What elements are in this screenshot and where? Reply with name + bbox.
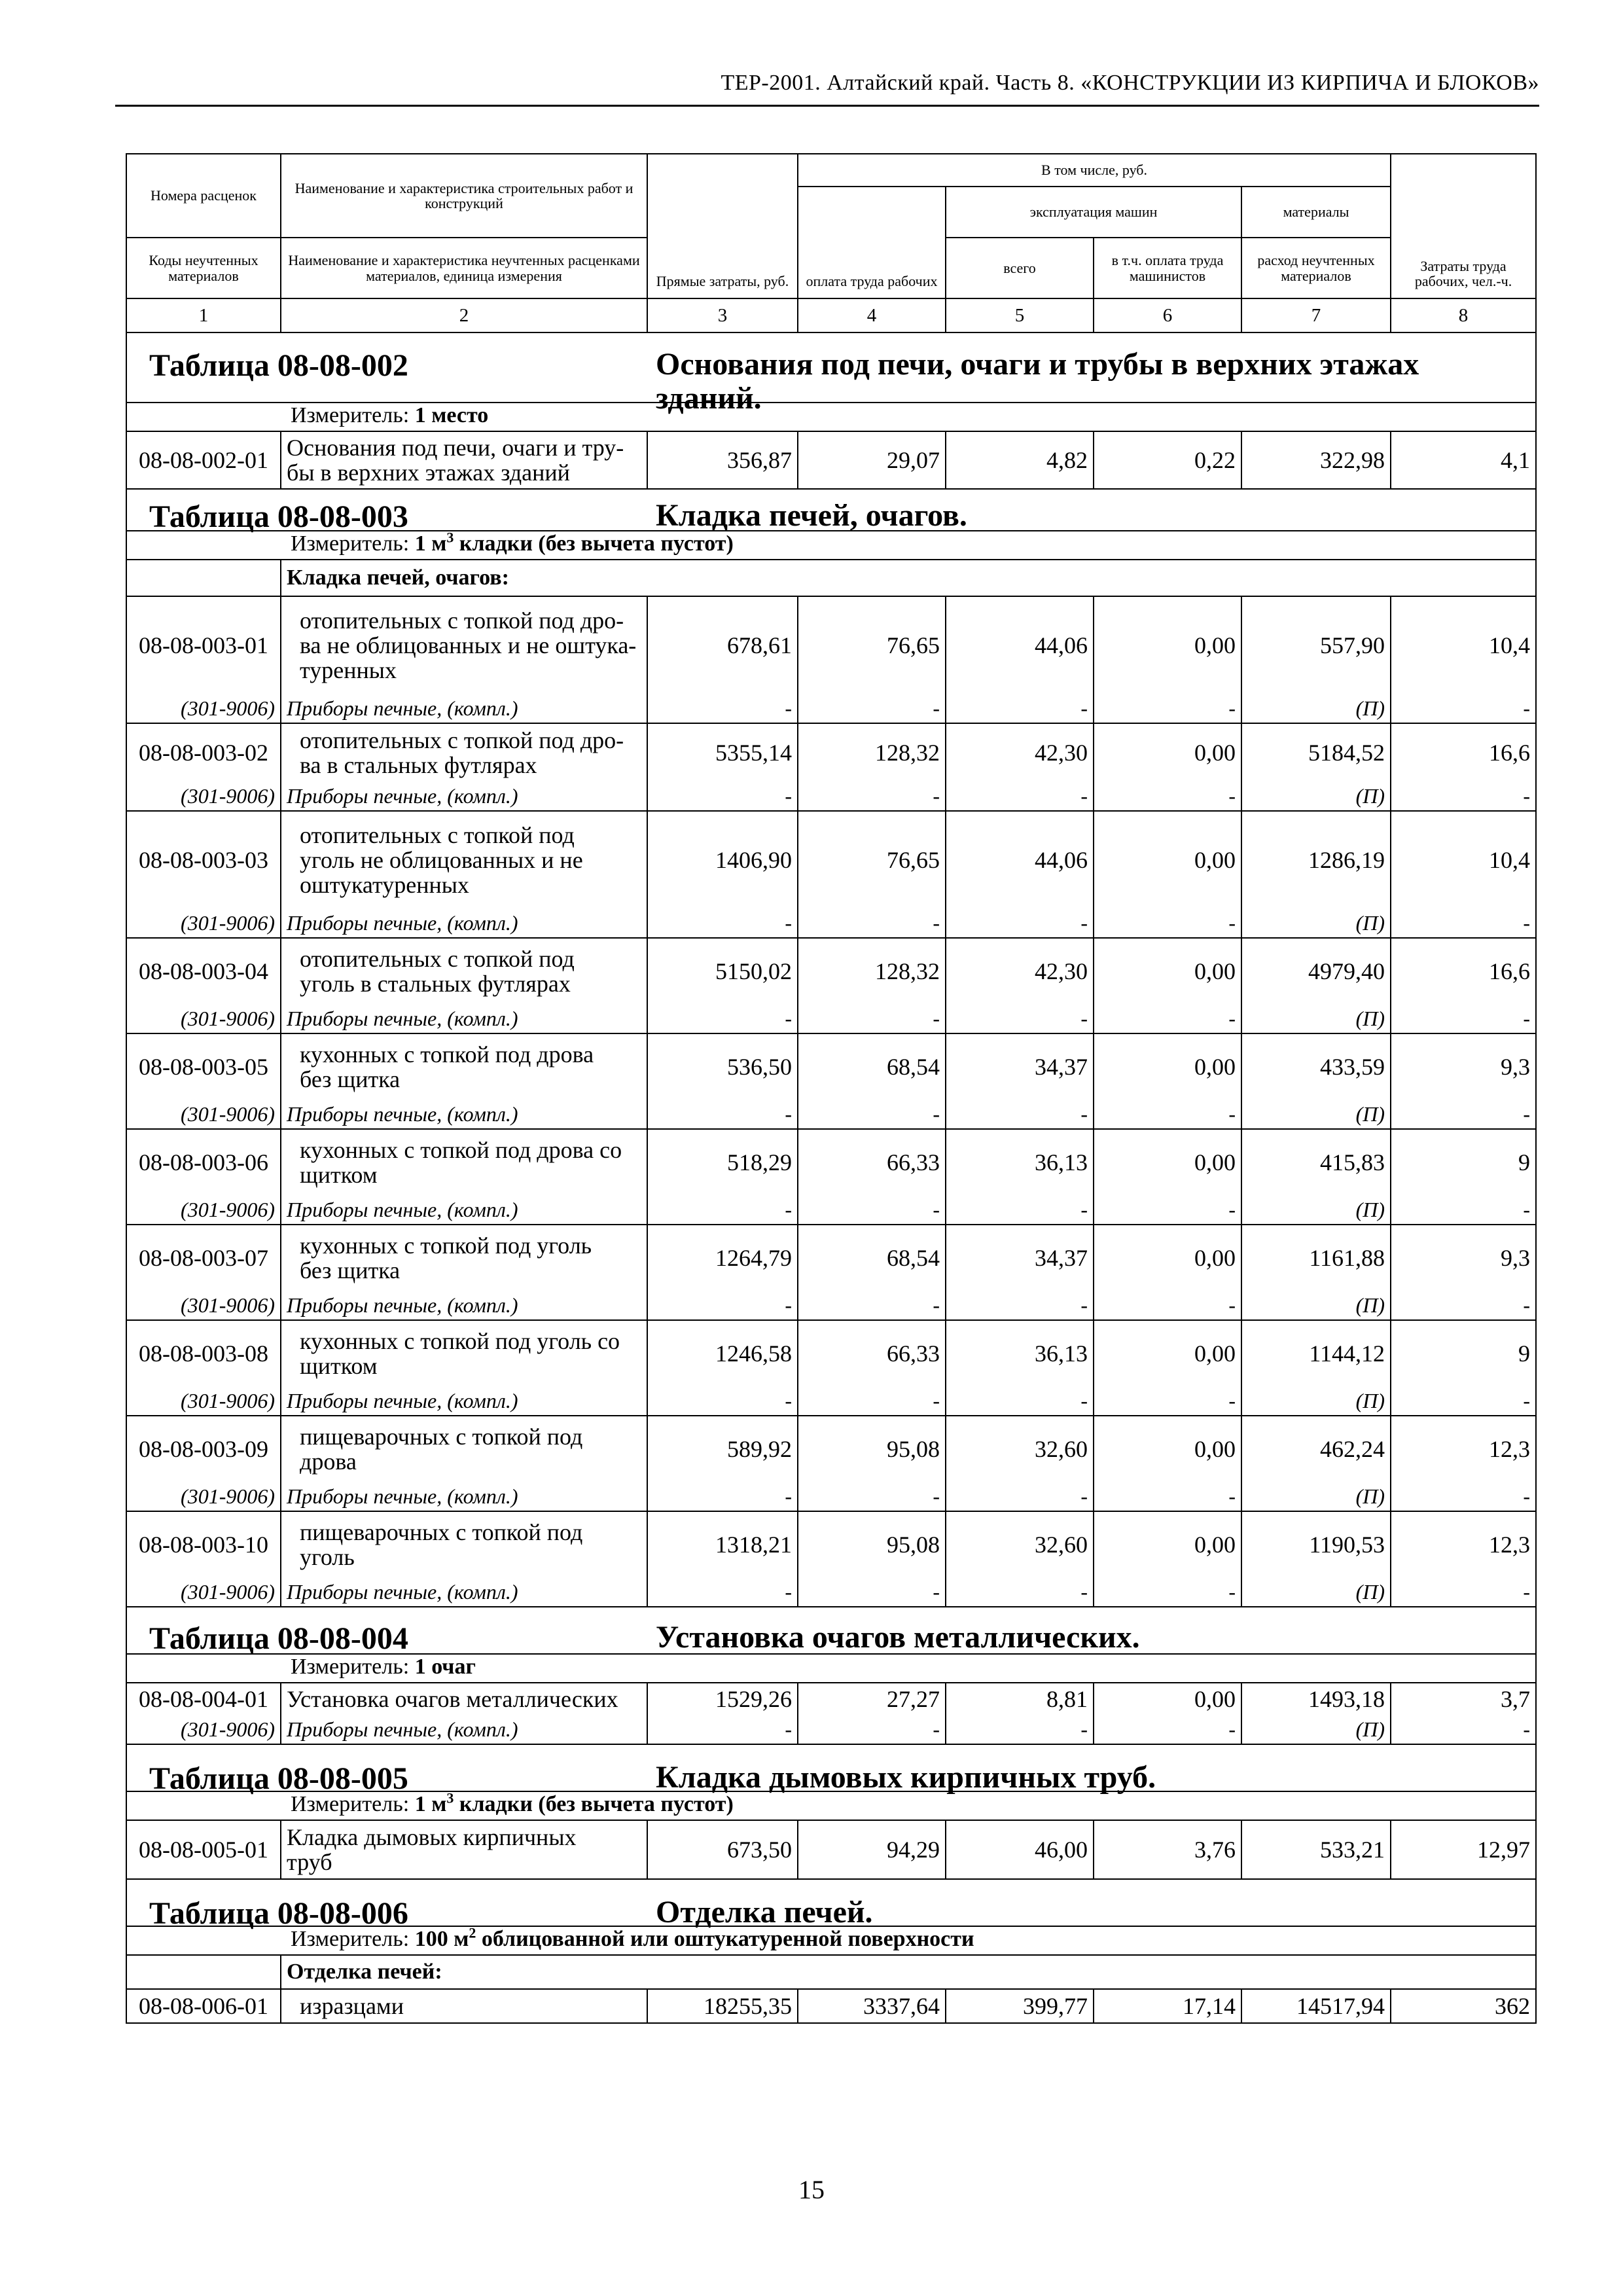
value-c5: 44,06 <box>946 811 1094 908</box>
value-c8: 9 <box>1391 1320 1536 1386</box>
material-name: Приборы печные, (компл.) <box>281 1715 647 1744</box>
value-c6: 0,22 <box>1094 431 1241 489</box>
rate-row <box>126 1820 1536 1879</box>
rate-row <box>126 1683 1536 1715</box>
rate-code: 08-08-003-10 <box>126 1511 281 1577</box>
value-c5: 36,13 <box>946 1129 1094 1195</box>
material-name: Приборы печные, (компл.) <box>281 694 647 723</box>
material-code: (301-9006) <box>126 1715 281 1744</box>
rate-code: 08-08-003-03 <box>126 811 281 908</box>
rate-row <box>126 596 1536 694</box>
material-code: (301-9006) <box>126 1577 281 1607</box>
table-id: Таблица 08-08-005 <box>149 1761 408 1796</box>
material-mark: (П) <box>1241 1291 1391 1320</box>
header-work-name: Наименование и характеристика строительных работ и конструкций <box>281 154 647 238</box>
rate-row <box>126 811 1536 908</box>
material-dash: - <box>798 1482 946 1511</box>
rate-row <box>126 723 1536 781</box>
material-mark: (П) <box>1241 1004 1391 1033</box>
material-dash: - <box>946 1291 1094 1320</box>
value-c3: 1318,21 <box>647 1511 798 1577</box>
value-c7: 14517,94 <box>1241 1989 1391 2023</box>
page-number: 15 <box>798 2175 825 2204</box>
rate-code: 08-08-003-01 <box>126 596 281 694</box>
rate-name: пищеварочных с топкой под дрова <box>281 1416 647 1482</box>
value-c5: 36,13 <box>946 1320 1094 1386</box>
value-c4: 66,33 <box>798 1129 946 1195</box>
subheading-row <box>126 1955 1536 1989</box>
material-dash: - <box>1094 1482 1241 1511</box>
material-dash: - <box>946 1482 1094 1511</box>
measure-row <box>126 403 1536 431</box>
measure-row <box>126 1791 1536 1820</box>
rate-row <box>126 1033 1536 1100</box>
measure-row <box>126 531 1536 560</box>
material-dash: - <box>798 908 946 938</box>
value-c4: 68,54 <box>798 1225 946 1291</box>
value-c5: 32,60 <box>946 1511 1094 1577</box>
subheading-row <box>126 560 1536 596</box>
material-dash: - <box>1391 1577 1536 1607</box>
material-dash: - <box>946 1715 1094 1744</box>
material-mark: (П) <box>1241 1715 1391 1744</box>
value-c8: 362 <box>1391 1989 1536 2023</box>
value-c7: 1161,88 <box>1241 1225 1391 1291</box>
column-number: 1 <box>126 298 281 332</box>
value-c3: 678,61 <box>647 596 798 694</box>
value-c8: 3,7 <box>1391 1683 1536 1715</box>
material-dash: - <box>798 781 946 811</box>
value-c6: 0,00 <box>1094 723 1241 781</box>
value-c5: 32,60 <box>946 1416 1094 1482</box>
material-dash: - <box>647 1482 798 1511</box>
value-c3: 673,50 <box>647 1820 798 1879</box>
value-c6: 0,00 <box>1094 1033 1241 1100</box>
value-c7: 1493,18 <box>1241 1683 1391 1715</box>
header-machines-total: всего <box>946 238 1094 298</box>
column-number: 2 <box>281 298 647 332</box>
column-number: 6 <box>1094 298 1241 332</box>
subheading: Кладка печей, очагов: <box>281 560 1536 596</box>
material-row <box>126 1715 1536 1744</box>
value-c7: 462,24 <box>1241 1416 1391 1482</box>
rate-code: 08-08-003-09 <box>126 1416 281 1482</box>
rates-table <box>126 153 1537 2024</box>
value-c6: 0,00 <box>1094 596 1241 694</box>
material-name: Приборы печные, (компл.) <box>281 1386 647 1416</box>
rate-row <box>126 1989 1536 2023</box>
value-c6: 0,00 <box>1094 811 1241 908</box>
measure-unit: Измеритель: 1 очаг <box>291 1655 476 1679</box>
material-dash: - <box>1094 1100 1241 1129</box>
value-c3: 589,92 <box>647 1416 798 1482</box>
measure-unit: Измеритель: 1 $м^3$ кладки (без вычета пустот) <box>291 1789 734 1816</box>
material-row <box>126 1004 1536 1033</box>
material-dash: - <box>1094 1715 1241 1744</box>
value-c3: 1264,79 <box>647 1225 798 1291</box>
table-section-header <box>126 332 1536 403</box>
column-number: 3 <box>647 298 798 332</box>
value-c4: 95,08 <box>798 1511 946 1577</box>
header-direct-costs: Прямые затраты, руб. <box>647 154 798 298</box>
material-code: (301-9006) <box>126 1004 281 1033</box>
value-c7: 533,21 <box>1241 1820 1391 1879</box>
material-code: (301-9006) <box>126 1291 281 1320</box>
header-material-codes: Коды неучтенных материалов <box>126 238 281 298</box>
material-dash: - <box>946 1004 1094 1033</box>
header-group: В том числе, руб. <box>798 154 1391 187</box>
value-c7: 4979,40 <box>1241 938 1391 1004</box>
material-dash: - <box>647 1100 798 1129</box>
material-row <box>126 908 1536 938</box>
material-mark: (П) <box>1241 781 1391 811</box>
material-dash: - <box>1391 1715 1536 1744</box>
rate-name: кухонных с топкой под уголь без щитка <box>281 1225 647 1291</box>
value-c8: 9,3 <box>1391 1225 1536 1291</box>
material-code: (301-9006) <box>126 1482 281 1511</box>
header-worker-pay: оплата труда рабочих <box>798 187 946 298</box>
header-rate-numbers: Номера расценок <box>126 154 281 238</box>
material-row <box>126 1482 1536 1511</box>
value-c5: 399,77 <box>946 1989 1094 2023</box>
table-section-header <box>126 1879 1536 1926</box>
material-dash: - <box>1094 1386 1241 1416</box>
subheading: Отделка печей: <box>281 1955 1536 1989</box>
table-id: Таблица 08-08-002 <box>149 348 408 383</box>
value-c6: 0,00 <box>1094 938 1241 1004</box>
material-row <box>126 1386 1536 1416</box>
material-dash: - <box>647 1195 798 1225</box>
value-c5: 34,37 <box>946 1033 1094 1100</box>
value-c4: 76,65 <box>798 596 946 694</box>
material-dash: - <box>798 1004 946 1033</box>
material-dash: - <box>647 1004 798 1033</box>
column-number: 7 <box>1241 298 1391 332</box>
table-title: Кладка печей, очагов. <box>656 498 967 533</box>
rate-name: кухонных с топкой под дрова со щитком <box>281 1129 647 1195</box>
material-dash: - <box>798 1577 946 1607</box>
value-c4: 94,29 <box>798 1820 946 1879</box>
material-mark: (П) <box>1241 1100 1391 1129</box>
rate-code: 08-08-003-04 <box>126 938 281 1004</box>
material-dash: - <box>647 1386 798 1416</box>
running-header: ТЕР-2001. Алтайский край. Часть 8. «КОНСТРУКЦИИ ИЗ КИРПИЧА И БЛОКОВ» <box>721 71 1539 95</box>
measure-unit: Измеритель: 1 $м^3$ кладки (без вычета пустот) <box>291 529 734 556</box>
table-title: Установка очагов металлических. <box>656 1620 1140 1655</box>
rate-name: Основания под печи, очаги и тру- бы в верхних этажах зданий <box>281 431 647 489</box>
rate-name: Установка очагов металлических <box>281 1683 647 1715</box>
rate-name: отопительных с топкой под дро- ва в стальных футлярах <box>281 723 647 781</box>
value-c6: 0,00 <box>1094 1683 1241 1715</box>
material-mark: (П) <box>1241 1195 1391 1225</box>
value-c3: 356,87 <box>647 431 798 489</box>
header-rule <box>115 105 1539 107</box>
material-name: Приборы печные, (компл.) <box>281 1004 647 1033</box>
value-c7: 433,59 <box>1241 1033 1391 1100</box>
column-number: 4 <box>798 298 946 332</box>
material-name: Приборы печные, (компл.) <box>281 1577 647 1607</box>
value-c3: 536,50 <box>647 1033 798 1100</box>
value-c6: 0,00 <box>1094 1320 1241 1386</box>
value-c8: 12,3 <box>1391 1416 1536 1482</box>
material-dash: - <box>647 1577 798 1607</box>
material-dash: - <box>798 694 946 723</box>
table-id: Таблица 08-08-004 <box>149 1621 408 1656</box>
value-c3: 1246,58 <box>647 1320 798 1386</box>
material-dash: - <box>1391 1482 1536 1511</box>
header-machines: эксплуатация машин <box>946 187 1241 238</box>
value-c8: 9,3 <box>1391 1033 1536 1100</box>
material-dash: - <box>1094 781 1241 811</box>
table-section-header <box>126 1607 1536 1654</box>
value-c6: 0,00 <box>1094 1511 1241 1577</box>
rate-row <box>126 1416 1536 1482</box>
rate-code: 08-08-003-08 <box>126 1320 281 1386</box>
value-c3: 5150,02 <box>647 938 798 1004</box>
header-material-names: Наименование и характеристика неучтенных расценками материалов, единица измерения <box>281 238 647 298</box>
material-dash: - <box>946 694 1094 723</box>
value-c8: 16,6 <box>1391 723 1536 781</box>
value-c4: 27,27 <box>798 1683 946 1715</box>
value-c3: 518,29 <box>647 1129 798 1195</box>
measure-row <box>126 1654 1536 1683</box>
value-c8: 10,4 <box>1391 811 1536 908</box>
rate-code: 08-08-003-02 <box>126 723 281 781</box>
rate-code: 08-08-003-07 <box>126 1225 281 1291</box>
measure-row <box>126 1926 1536 1955</box>
value-c4: 3337,64 <box>798 1989 946 2023</box>
material-mark: (П) <box>1241 1482 1391 1511</box>
material-mark: (П) <box>1241 1577 1391 1607</box>
material-dash: - <box>1391 694 1536 723</box>
material-dash: - <box>946 1100 1094 1129</box>
material-dash: - <box>1391 781 1536 811</box>
material-dash: - <box>1094 1004 1241 1033</box>
rate-row <box>126 1511 1536 1577</box>
rate-name: Кладка дымовых кирпичных труб <box>281 1820 647 1879</box>
table-id: Таблица 08-08-006 <box>149 1896 408 1931</box>
material-dash: - <box>1391 908 1536 938</box>
material-row <box>126 1291 1536 1320</box>
value-c5: 8,81 <box>946 1683 1094 1715</box>
material-name: Приборы печные, (компл.) <box>281 1100 647 1129</box>
material-dash: - <box>647 694 798 723</box>
rate-name: отопительных с топкой под уголь не облицованных и не оштукатуренных <box>281 811 647 908</box>
value-c7: 322,98 <box>1241 431 1391 489</box>
material-dash: - <box>1391 1004 1536 1033</box>
material-dash: - <box>1094 1291 1241 1320</box>
material-name: Приборы печные, (компл.) <box>281 908 647 938</box>
header-unaccounted-materials: расход неучтенных материалов <box>1241 238 1391 298</box>
material-dash: - <box>1094 694 1241 723</box>
rate-name: кухонных с топкой под дрова без щитка <box>281 1033 647 1100</box>
value-c7: 415,83 <box>1241 1129 1391 1195</box>
rate-row <box>126 431 1536 489</box>
value-c7: 1286,19 <box>1241 811 1391 908</box>
value-c6: 0,00 <box>1094 1129 1241 1195</box>
rate-row <box>126 1320 1536 1386</box>
value-c8: 12,97 <box>1391 1820 1536 1879</box>
rate-code: 08-08-004-01 <box>126 1683 281 1715</box>
material-mark: (П) <box>1241 694 1391 723</box>
table-section-header <box>126 489 1536 531</box>
value-c8: 4,1 <box>1391 431 1536 489</box>
value-c7: 1190,53 <box>1241 1511 1391 1577</box>
value-c3: 5355,14 <box>647 723 798 781</box>
rate-code: 08-08-003-06 <box>126 1129 281 1195</box>
value-c5: 44,06 <box>946 596 1094 694</box>
material-row <box>126 694 1536 723</box>
rate-row <box>126 938 1536 1004</box>
material-name: Приборы печные, (компл.) <box>281 1482 647 1511</box>
material-dash: - <box>798 1291 946 1320</box>
material-dash: - <box>946 781 1094 811</box>
value-c3: 18255,35 <box>647 1989 798 2023</box>
value-c8: 16,6 <box>1391 938 1536 1004</box>
header-materials: материалы <box>1241 187 1391 238</box>
value-c4: 68,54 <box>798 1033 946 1100</box>
material-dash: - <box>946 1386 1094 1416</box>
table-id: Таблица 08-08-003 <box>149 499 408 534</box>
header-machinist-pay: в т.ч. оплата труда машинистов <box>1094 238 1241 298</box>
rate-code: 08-08-005-01 <box>126 1820 281 1879</box>
rate-name: изразцами <box>281 1989 647 2023</box>
material-dash: - <box>798 1386 946 1416</box>
value-c5: 46,00 <box>946 1820 1094 1879</box>
material-dash: - <box>1094 1195 1241 1225</box>
measure-unit: Измеритель: 1 место <box>291 403 489 427</box>
value-c6: 0,00 <box>1094 1416 1241 1482</box>
table-title: Кладка дымовых кирпичных труб. <box>656 1760 1156 1795</box>
material-name: Приборы печные, (компл.) <box>281 1291 647 1320</box>
value-c4: 95,08 <box>798 1416 946 1482</box>
material-row <box>126 1195 1536 1225</box>
material-code: (301-9006) <box>126 908 281 938</box>
material-mark: (П) <box>1241 908 1391 938</box>
column-number: 5 <box>946 298 1094 332</box>
header-labor-hours: Затраты труда рабочих, чел.-ч. <box>1391 154 1536 298</box>
rate-row <box>126 1225 1536 1291</box>
value-c5: 42,30 <box>946 723 1094 781</box>
value-c8: 9 <box>1391 1129 1536 1195</box>
value-c5: 42,30 <box>946 938 1094 1004</box>
value-c7: 1144,12 <box>1241 1320 1391 1386</box>
rate-name: кухонных с топкой под уголь со щитком <box>281 1320 647 1386</box>
value-c7: 557,90 <box>1241 596 1391 694</box>
material-code: (301-9006) <box>126 1386 281 1416</box>
value-c6: 3,76 <box>1094 1820 1241 1879</box>
table-title: Отделка печей. <box>656 1895 873 1929</box>
material-mark: (П) <box>1241 1386 1391 1416</box>
material-row <box>126 781 1536 811</box>
rate-code: 08-08-003-05 <box>126 1033 281 1100</box>
rate-code: 08-08-006-01 <box>126 1989 281 2023</box>
material-dash: - <box>798 1715 946 1744</box>
rate-code: 08-08-002-01 <box>126 431 281 489</box>
material-dash: - <box>647 1291 798 1320</box>
material-dash: - <box>647 781 798 811</box>
material-dash: - <box>798 1100 946 1129</box>
rate-name: отопительных с топкой под уголь в стальных футлярах <box>281 938 647 1004</box>
measure-unit: Измеритель: 100 $м^2$ облицованной или оштукатуренной поверхности <box>291 1924 974 1951</box>
material-dash: - <box>1391 1291 1536 1320</box>
value-c8: 10,4 <box>1391 596 1536 694</box>
material-code: (301-9006) <box>126 1100 281 1129</box>
rate-row <box>126 1129 1536 1195</box>
value-c6: 0,00 <box>1094 1225 1241 1291</box>
value-c5: 34,37 <box>946 1225 1094 1291</box>
table-title: Основания под печи, очаги и трубы в верхних этажах зданий. <box>656 347 1419 416</box>
value-c4: 66,33 <box>798 1320 946 1386</box>
material-dash: - <box>1391 1195 1536 1225</box>
value-c3: 1406,90 <box>647 811 798 908</box>
value-c8: 12,3 <box>1391 1511 1536 1577</box>
material-dash: - <box>1094 1577 1241 1607</box>
material-dash: - <box>1391 1100 1536 1129</box>
material-dash: - <box>798 1195 946 1225</box>
value-c3: 1529,26 <box>647 1683 798 1715</box>
material-dash: - <box>647 908 798 938</box>
value-c4: 76,65 <box>798 811 946 908</box>
material-name: Приборы печные, (компл.) <box>281 1195 647 1225</box>
value-c5: 4,82 <box>946 431 1094 489</box>
value-c4: 128,32 <box>798 723 946 781</box>
material-code: (301-9006) <box>126 1195 281 1225</box>
value-c4: 128,32 <box>798 938 946 1004</box>
material-row <box>126 1577 1536 1607</box>
material-row <box>126 1100 1536 1129</box>
column-number: 8 <box>1391 298 1536 332</box>
value-c7: 5184,52 <box>1241 723 1391 781</box>
material-dash: - <box>946 908 1094 938</box>
material-dash: - <box>1094 908 1241 938</box>
material-code: (301-9006) <box>126 781 281 811</box>
material-name: Приборы печные, (компл.) <box>281 781 647 811</box>
value-c4: 29,07 <box>798 431 946 489</box>
material-dash: - <box>946 1577 1094 1607</box>
value-c6: 17,14 <box>1094 1989 1241 2023</box>
material-dash: - <box>946 1195 1094 1225</box>
rate-name: пищеварочных с топкой под уголь <box>281 1511 647 1577</box>
table-section-header <box>126 1744 1536 1791</box>
rate-name: отопительных с топкой под дро- ва не облицованных и не оштука- туренных <box>281 596 647 694</box>
material-dash: - <box>647 1715 798 1744</box>
material-code: (301-9006) <box>126 694 281 723</box>
material-dash: - <box>1391 1386 1536 1416</box>
